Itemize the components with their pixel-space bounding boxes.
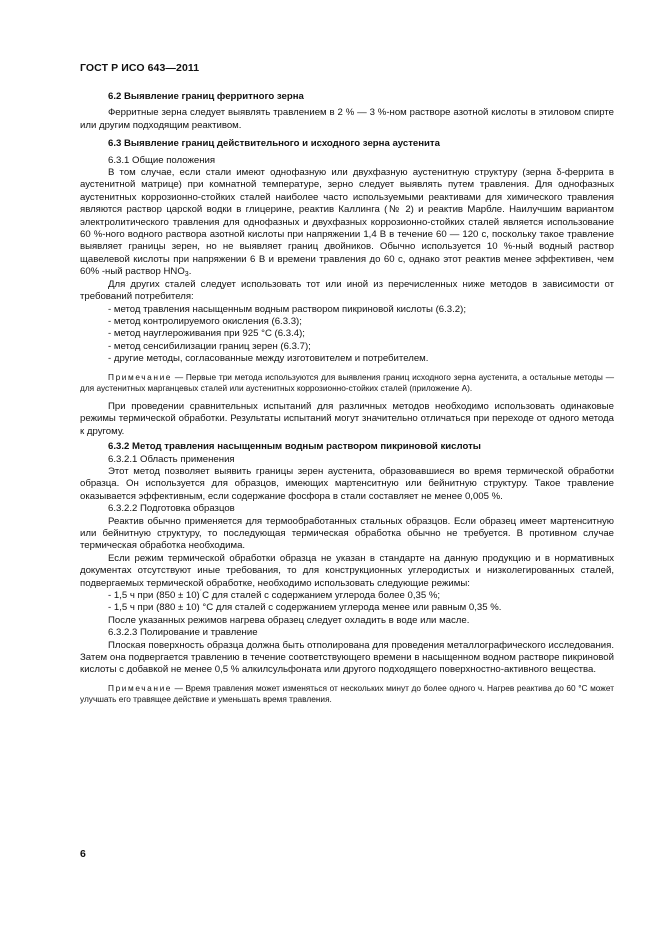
method-list-item: - метод сенсибилизации границ зерен (6.3.7); — [108, 340, 311, 352]
note-text: — Время травления может изменяться от нескольких минут до более одного ч. Нагрев реактива до 60 °С может улучшать его травящее действие и уменьшать время травления. — [80, 682, 614, 705]
mode-text-b: С для сталей с содержанием углерода более 0,35 %; — [202, 590, 441, 602]
section-6-3-2-3-title: 6.3.2.3 Полирование и травление — [108, 627, 258, 639]
mode-list-item: - 1,5 ч при (880 ± 10) °С для сталей с содержанием углерода менее или равным 0,35 %. — [108, 602, 502, 614]
document-header: ГОСТ Р ИСО 643—2011 — [80, 62, 200, 74]
document-body — [80, 91, 614, 712]
section-6-3-1-title: 6.3.1 Общие положения — [108, 154, 216, 166]
section-6-3-1-paragraph-1 — [80, 167, 614, 279]
section-6-3-heading: 6.3 Выявление границ действительного и исходного зерна аустенита — [108, 138, 440, 150]
paragraph-end: . — [188, 266, 192, 278]
method-list-item: - метод травления насыщенным водным раствором пикриновой кислоты (6.3.2); — [108, 303, 466, 315]
section-6-3-2-2-title: 6.3.2.2 Подготовка образцов — [108, 503, 235, 515]
note-text: — Первые три метода используются для выявления границ исходного зерна аустенита, а остальные методы — для аустенитных марганцевых сталей или аустенитных коррозионно-стойких сталей (приложение А). — [80, 371, 614, 393]
method-list-item: - метод науглероживания при 925 °С (6.3.4); — [108, 328, 305, 340]
method-list-item: - другие методы, согласованные между изготовителем и потребителем. — [108, 353, 429, 365]
section-6-3-2-2-paragraph-2: Если режим термической обработки образца не указан в стандарте на данную продукцию и в нормативных документах отсутствуют иные требования, то для конструкционных углеродистых и низколегированных сталей, подвергаемых термической обработке, необходимо использовать следующие режимы: — [80, 552, 614, 589]
subscript: 3 — [184, 271, 189, 279]
section-6-3-1-paragraph-3: При проведении сравнительных испытаний для различных методов необходимо использовать одинаковые режимы термической обработки. Результаты испытаний могут значительно отличаться при переходе от одного метода к другому. — [80, 400, 614, 437]
note-1 — [80, 372, 614, 394]
note-2 — [80, 683, 614, 705]
section-6-3-1-paragraph-2: Для других сталей следует использовать тот или иной из перечисленных ниже методов в зависимости от требований потребителя: — [80, 278, 614, 303]
section-6-3-2-1-title: 6.3.2.1 Область применения — [108, 453, 235, 465]
paragraph-text: В том случае, если стали имеют однофазную или двухфазную аустенитную структуру (зерна δ-феррита в аустенитной матрице) при комнатной температуре, зерно следует выявлять путем травления. Для однофазных аустенитных коррозионно-стойких сталей наиболее часто используемыми реактивами для химического травления являются раствор царской водки в глицерине, реактив Каллинга (№ 2) и реактив Марбле. Наилучшим вариантом электролитического травления для однофазных и двухфазных коррозионно-стойких сталей является использование 60 %-ного водного раствора азотной кислоты при напряжении 1,4 В в течение 60 — 120 с, поскольку такое травление выявляет границы зерен, но не выявляет границ двойников. Обычно используется 10 %-ный водный раствор щавелевой кислоты при напряжении 6 В и времени травления до 60 с, однако этот реактив менее эффективен, чем 60% -ный раствор HNO — [80, 167, 614, 278]
section-6-3-2-2-paragraph-1: Реактив обычно применяется для термообработанных стальных образцов. Если образец имеет мартенситную или бейнитную структуру, то последующая термическая обработка обычно не требуется. В противном случае термическая обработка необходима. — [80, 515, 614, 552]
section-6-2-heading: 6.2 Выявление границ ферритного зерна — [108, 91, 304, 102]
page-number: 6 — [80, 848, 86, 860]
section-6-3-2-3-paragraph: Плоская поверхность образца должна быть отполирована для проведения металлографического исследования. Затем она подвергается травлению в течение соответствующего времени в насыщенном водном растворе пикриновой кислоты с добавкой не менее 0,5 % алкилсульфоната или другого подходящего поверхностно-активного вещества. — [80, 639, 614, 676]
note-label: Примечание — [108, 371, 173, 382]
section-6-3-2-2-paragraph-3: После указанных режимов нагрева образец следует охладить в воде или масле. — [108, 614, 470, 626]
method-list-item: - метод контролируемого окисления (6.3.3); — [108, 315, 302, 327]
section-6-3-2-heading: 6.3.2 Метод травления насыщенным водным раствором пикриновой кислоты — [108, 441, 482, 453]
degree-mark: ´ — [199, 590, 203, 598]
note-label: Примечание — [108, 682, 173, 693]
mode-list-item — [80, 590, 614, 602]
section-6-2-paragraph: Ферритные зерна следует выявлять травлением в 2 % — 3 %-ном растворе азотной кислоты в этиловом спирте или другим подходящим реактивом. — [80, 107, 614, 131]
section-6-3-2-1-paragraph: Этот метод позволяет выявить границы зерен аустенита, образовавшиеся во время термической обработки образца. Он используется для образцов, имеющих мартенситную или бейнитную структуру. Такое травление оказывается эффективным, если содержание фосфора в стали составляет не менее 0,005 %. — [80, 465, 614, 502]
mode-text-a: - 1,5 ч при (850 ± 10) — [108, 590, 200, 602]
